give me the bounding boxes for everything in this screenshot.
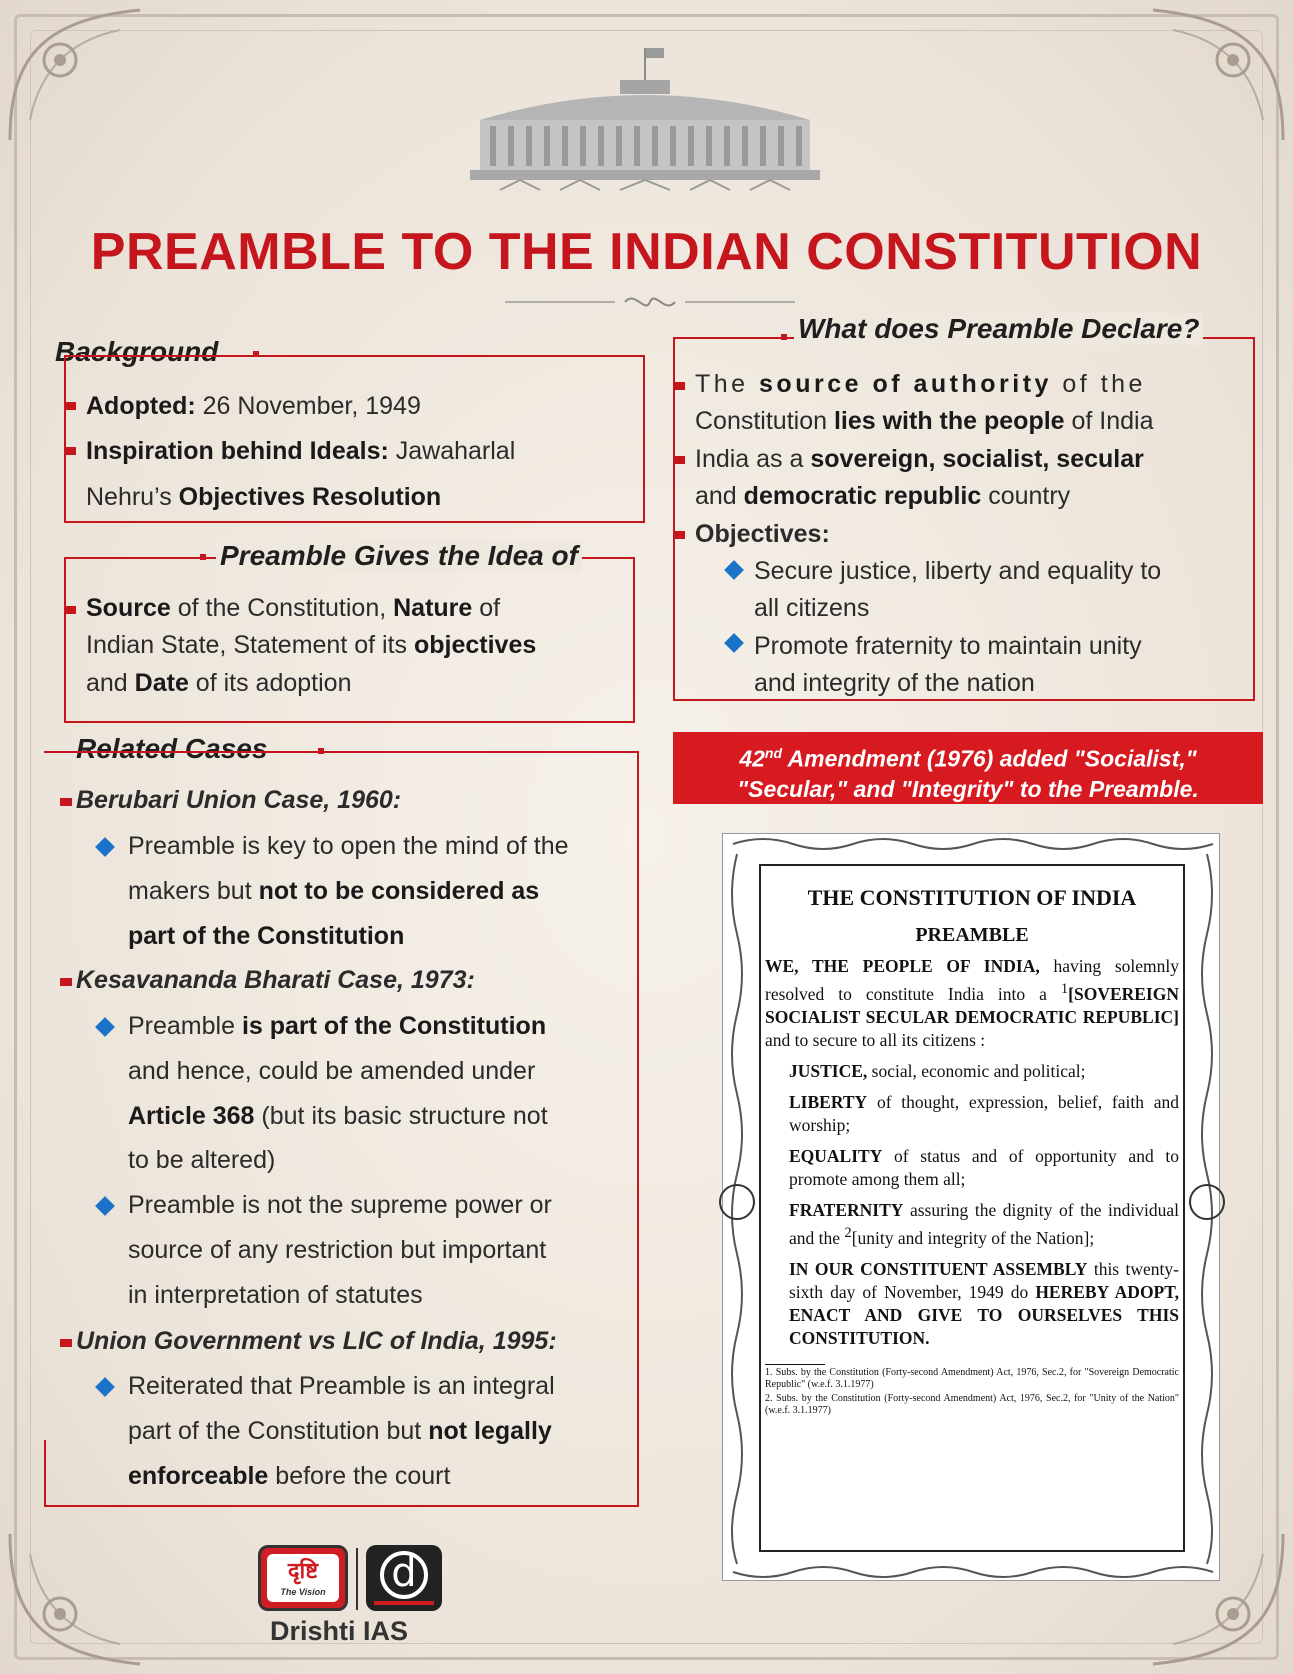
preamble-document-image xyxy=(722,833,1220,1581)
kesavananda-line-2: and hence, could be amended under xyxy=(128,1057,536,1085)
logo-text: दृष्टि The Vision xyxy=(267,1554,339,1602)
banner-line-2: "Secular," and "Integrity" to the Preamble. xyxy=(737,775,1199,802)
berubari-line-1: Preamble is key to open the mind of the xyxy=(128,832,569,860)
bullet-mark xyxy=(60,1339,72,1347)
kesavananda-2-line-2: source of any restriction but important xyxy=(128,1236,547,1264)
drishti-d-logo xyxy=(366,1545,442,1611)
kesavananda-line-1: Preamble is part of the Constitution xyxy=(128,1012,547,1040)
logo-divider xyxy=(356,1548,358,1610)
kesavananda-line-4: to be altered) xyxy=(128,1146,276,1174)
ashoka-chakra-icon xyxy=(719,1184,755,1220)
logo-bar xyxy=(374,1601,434,1605)
lic-title: Union Government vs LIC of India, 1995: xyxy=(76,1327,557,1355)
document-fraternity: FRATERNITY assuring the dignity of the individual and the $^2$[unity and integrity of the Nation]; xyxy=(789,1199,1179,1248)
berubari-title: Berubari Union Case, 1960: xyxy=(76,786,402,814)
objective-2-line-1: Promote fraternity to maintain unity xyxy=(754,632,1142,660)
banner-line-1: 42nd Amendment (1976) added "Socialist," xyxy=(739,745,1197,772)
title-ornament xyxy=(505,290,795,314)
heading-dot xyxy=(200,554,206,560)
bullet-mark xyxy=(64,447,76,455)
document-equality: EQUALITY of status and of opportunity and to promote among them all; xyxy=(789,1145,1179,1189)
document-assembly: IN OUR CONSTITUENT ASSEMBLY this twenty-sixth day of November, 1949 do HEREBY ADOPT, ENACT AND GIVE TO OURSELVES THIS CONSTITUTION. xyxy=(789,1258,1179,1348)
kesavananda-2-line-1: Preamble is not the supreme power or xyxy=(128,1191,552,1219)
lic-line-1: Reiterated that Preamble is an integral xyxy=(128,1372,555,1400)
berubari-line-3: part of the Constitution xyxy=(128,922,405,950)
footnote-1: 1. Subs. by the Constitution (Forty-second Amendment) Act, 1976, Sec.2, for "Sovereign Democratic Republic" (w.e.f. 3.1.1977) xyxy=(765,1366,1179,1390)
berubari-line-2: makers but not to be considered as xyxy=(128,877,540,905)
bullet-mark xyxy=(60,978,72,986)
bullet-mark xyxy=(673,382,685,390)
corner-ornament xyxy=(0,1524,150,1674)
ashoka-chakra-icon xyxy=(1189,1184,1225,1220)
declare-heading: What does Preamble Declare? xyxy=(794,313,1203,345)
drishti-vision-logo xyxy=(258,1545,348,1611)
document-text xyxy=(765,884,1179,1417)
objective-2-line-2: and integrity of the nation xyxy=(754,669,1035,697)
objective-1-line-2: all citizens xyxy=(754,594,870,622)
idea-heading: Preamble Gives the Idea of xyxy=(216,540,582,572)
adopted-line: Adopted: 26 November, 1949 xyxy=(86,392,421,420)
declare-line-4: and democratic republic country xyxy=(695,482,1071,510)
corner-ornament xyxy=(0,0,150,150)
document-title: THE CONSTITUTION OF INDIA xyxy=(807,885,1137,910)
document-subtitle: PREAMBLE xyxy=(915,924,1029,946)
kesavananda-title: Kesavananda Bharati Case, 1973: xyxy=(76,966,475,994)
background-heading: Background xyxy=(55,336,219,367)
idea-line-2: Indian State, Statement of its objectives xyxy=(86,631,537,659)
footnote-2: 2. Subs. by the Constitution (Forty-second Amendment) Act, 1976, Sec.2, for "Unity of the Nation" (w.e.f. 3.1.1977) xyxy=(765,1392,1179,1416)
lic-line-3: enforceable before the court xyxy=(128,1462,451,1490)
idea-line-3: and Date of its adoption xyxy=(86,669,352,697)
corner-ornament xyxy=(1143,0,1293,150)
bullet-mark xyxy=(64,606,76,614)
declare-line-1: The source of authority of the xyxy=(695,370,1146,398)
objective-1-line-1: Secure justice, liberty and equality to xyxy=(754,557,1162,585)
inspiration-line-2: Nehru’s Objectives Resolution xyxy=(86,483,442,511)
document-paragraph-1: WE, THE PEOPLE OF INDIA, having solemnly resolved to constitute India into a $^1$[SOVEREIGN SOCIALIST SECULAR DEMOCRATIC REPUBLIC] and to secure to all its citizens : xyxy=(765,956,1179,1050)
objectives-label: Objectives: xyxy=(695,520,830,548)
parliament-icon xyxy=(460,40,830,200)
document-liberty: LIBERTY of thought, expression, belief, faith and worship; xyxy=(789,1091,1179,1135)
page-title: PREAMBLE TO THE INDIAN CONSTITUTION xyxy=(90,223,1203,281)
footnote-divider xyxy=(765,1364,825,1365)
bullet-mark xyxy=(673,456,685,464)
idea-line-1: Source of the Constitution, Nature of xyxy=(86,594,501,622)
bullet-mark xyxy=(64,402,76,410)
logo-d: d xyxy=(380,1551,428,1599)
declare-line-2: Constitution lies with the people of India xyxy=(695,407,1154,435)
heading-dot xyxy=(781,334,787,340)
cases-heading: Related Cases xyxy=(76,733,268,764)
cases-box-edge xyxy=(44,1440,46,1507)
bullet-mark xyxy=(60,798,72,806)
kesavananda-line-3: Article 368 (but its basic structure not xyxy=(128,1102,548,1130)
amendment-banner xyxy=(673,732,1263,804)
bullet-mark xyxy=(673,531,685,539)
document-justice: JUSTICE, social, economic and political; xyxy=(789,1060,1086,1081)
kesavananda-2-line-3: in interpretation of statutes xyxy=(128,1281,423,1309)
declare-line-3: India as a sovereign, socialist, secular xyxy=(695,445,1144,473)
brand-name: Drishti IAS xyxy=(270,1616,409,1646)
inspiration-line: Inspiration behind Ideals: Jawaharlal xyxy=(86,437,516,465)
lic-line-2: part of the Constitution but not legally xyxy=(128,1417,552,1445)
